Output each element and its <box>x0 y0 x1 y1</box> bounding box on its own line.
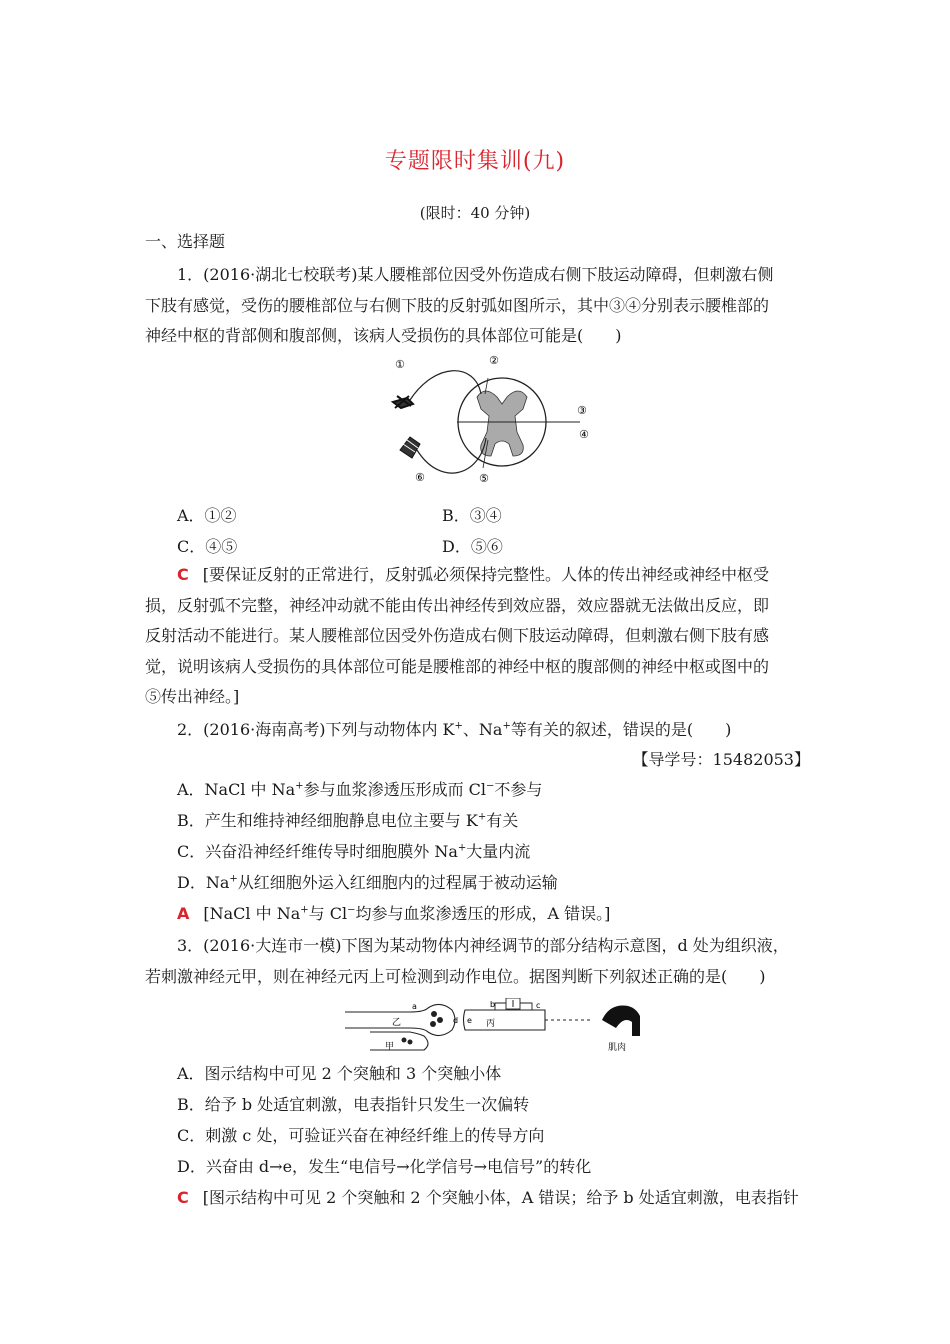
q2-option-c: C．兴奋沿神经纤维传导时细胞膜外 Na+大量内流 <box>177 842 531 861</box>
svg-text:b: b <box>490 1000 496 1009</box>
label-4: ④ <box>579 428 589 441</box>
q1-explanation-1: C [要保证反射的正常进行，反射弧必须保持完整性。人体的传出神经或神经中枢受 <box>177 565 769 584</box>
q3-line-2: 若刺激神经元甲，则在神经元丙上可检测到动作电位。据图判断下列叙述正确的是( ) <box>145 967 766 986</box>
label-2: ② <box>489 354 499 367</box>
q3-answer: C <box>177 1188 189 1207</box>
label-5: ⑤ <box>479 472 489 485</box>
svg-text:乙: 乙 <box>392 1018 402 1028</box>
q2-option-b: B．产生和维持神经细胞静息电位主要与 K+有关 <box>177 811 519 830</box>
label-6: ⑥ <box>415 471 425 484</box>
time-limit: (限时：40 分钟) <box>419 204 531 222</box>
q2-option-d: D．Na+从红细胞外运入红细胞内的过程属于被动运输 <box>177 873 558 892</box>
reflex-arc-figure <box>385 352 600 492</box>
effector-muscle <box>400 437 420 458</box>
q1-explanation-2: 损，反射弧不完整，神经冲动就不能由传出神经传到效应器，效应器就无法做出反应，即 <box>145 596 770 615</box>
q3-option-b: B．给予 b 处适宜刺激，电表指针只发生一次偏转 <box>177 1095 530 1114</box>
svg-text:c: c <box>536 1001 541 1010</box>
svg-text:甲: 甲 <box>385 1042 395 1052</box>
q2-answer: A <box>177 904 190 923</box>
q1-explanation-5: ⑤传出神经。] <box>145 687 240 706</box>
guide-number: 【导学号：15482053】 <box>632 750 810 769</box>
q1-option-d: D．⑤⑥ <box>442 537 503 556</box>
q3-option-c: C．刺激 c 处，可验证兴奋在神经纤维上的传导方向 <box>177 1126 545 1145</box>
q1-explanation-4: 觉，说明该病人受损伤的具体部位可能是腰椎部的神经中枢的腹部侧的神经中枢或图中的 <box>145 657 770 676</box>
q3-line-1: 3．(2016·大连市一模)下图为某动物体内神经调节的部分结构示意图，d 处为组织液， <box>177 936 789 955</box>
q1-option-c: C．④⑤ <box>177 537 238 556</box>
q1-explanation-3: 反射活动不能进行。某人腰椎部位因受外伤造成右侧下肢运动障碍，但刺激右侧下肢有感 <box>145 626 770 645</box>
page-title: 专题限时集训(九) <box>384 149 566 174</box>
q1-line-2: 下肢有感觉，受伤的腰椎部位与右侧下肢的反射弧如图所示，其中③④分别表示腰椎部的 <box>145 296 770 315</box>
q1-line-1: 1．(2016·湖北七校联考)某人腰椎部位因受外伤造成右侧下肢运动障碍，但刺激右侧 <box>177 265 774 284</box>
q2-option-a: A．NaCl 中 Na+参与血浆渗透压形成而 Cl−不参与 <box>177 780 543 799</box>
section-heading: 一、选择题 <box>145 232 226 251</box>
neuron-figure <box>340 998 645 1058</box>
svg-text:丙: 丙 <box>486 1019 496 1029</box>
label-3: ③ <box>577 404 587 417</box>
q1-answer: C <box>177 565 189 584</box>
svg-text:a: a <box>412 1002 417 1011</box>
q2-stem: 2．(2016·海南高考)下列与动物体内 K+、Na+等有关的叙述，错误的是( ) <box>177 720 732 739</box>
label-1: ① <box>395 358 405 371</box>
neuron-jia <box>370 1032 428 1050</box>
q1-option-b: B．③④ <box>442 506 502 525</box>
svg-text:肌肉: 肌肉 <box>608 1043 627 1053</box>
q3-option-a: A．图示结构中可见 2 个突触和 3 个突触小体 <box>177 1064 502 1083</box>
q3-option-d: D．兴奋由 d→e，发生“电信号→化学信号→电信号”的转化 <box>177 1157 592 1176</box>
q3-explanation: C [图示结构中可见 2 个突触和 2 个突触小体，A 错误；给予 b 处适宜刺激，电表指针 <box>177 1188 799 1207</box>
svg-text:d: d <box>453 1016 459 1025</box>
neuron-bing <box>464 1010 546 1030</box>
muscle <box>602 1006 640 1036</box>
svg-text:e: e <box>467 1016 472 1025</box>
q1-line-3: 神经中枢的背部侧和腹部侧，该病人受损伤的具体部位可能是( ) <box>145 326 622 345</box>
q2-explanation: A [NaCl 中 Na+与 Cl−均参与血浆渗透压的形成，A 错误。] <box>177 904 611 923</box>
q1-option-a: A．①② <box>177 506 237 525</box>
receptor <box>393 396 413 408</box>
